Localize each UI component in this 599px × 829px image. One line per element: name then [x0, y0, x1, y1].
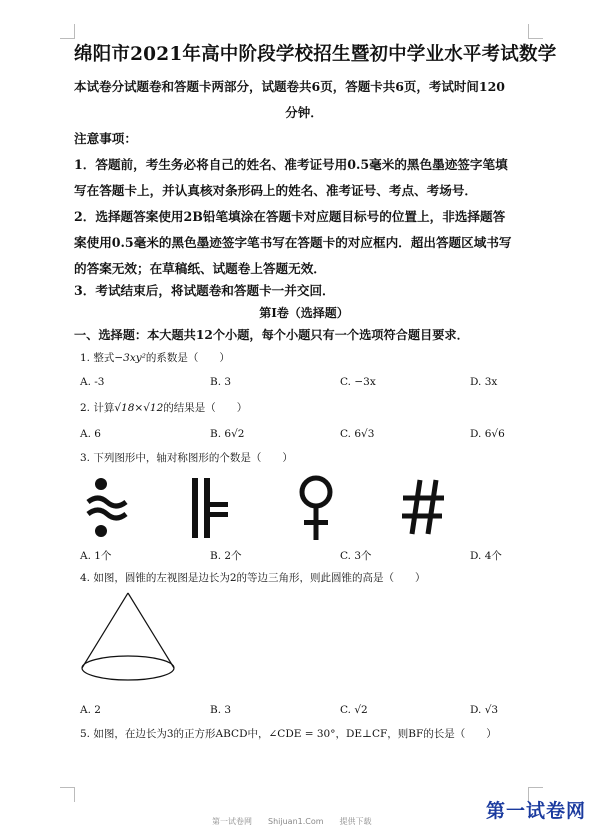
- question-1: [80, 350, 230, 366]
- part-title: 第Ⅰ卷（选择题）: [259, 306, 349, 320]
- notice-heading: 注意事项：: [74, 131, 137, 146]
- page-footer: 第一试卷网 Shijuan1.Com 提供下载: [212, 817, 372, 826]
- q3-option-b: B. 2个: [210, 550, 242, 562]
- q3-option-d: D. 4个: [470, 550, 502, 562]
- intro-line-2: 分钟．: [285, 105, 323, 120]
- q1-option-c: C. −3x: [340, 376, 376, 388]
- q1-option-a: A. -3: [80, 376, 105, 388]
- q3-option-a: A. 1个: [80, 550, 112, 562]
- question-5: 5. 如图，在边长为3的正方形ABCD中，∠CDE = 30°，DE⊥CF，则BF的长是（ ）: [80, 728, 497, 740]
- notice-1b: 写在答题卡上，并认真核对条形码上的姓名、准考证号、考点、考场号．: [74, 183, 477, 198]
- notice-1a: 1．答题前，考生务必将自己的姓名、准考证号用0.5毫米的黑色墨迹签字笔填: [74, 157, 508, 172]
- q1-suffix: 的系数是（ ）: [145, 352, 230, 364]
- q2-suffix: 的结果是（ ）: [163, 402, 248, 414]
- notice-3: 3．考试结束后，将试题卷和答题卡一并交回．: [74, 283, 335, 298]
- q1-prefix: 1. 整式: [80, 352, 115, 364]
- parallel-bars-icon: [188, 476, 232, 540]
- q2-option-b: B. 6√2: [210, 428, 245, 440]
- notice-2a: 2．选择题答案使用2B铅笔填涂在答题卡对应题目标号的位置上，非选择题答: [74, 209, 506, 224]
- section-heading: 一、选择题：本大题共12个小题，每个小题只有一个选项符合题目要求．: [74, 328, 469, 342]
- female-symbol-icon: [296, 474, 336, 542]
- intro-line-1: 本试卷分试题卷和答题卡两部分，试题卷共6页，答题卡共6页，考试时间120: [74, 79, 505, 94]
- q2-option-a: A. 6: [80, 428, 101, 440]
- notice-2b: 案使用0.5毫米的黑色墨迹签字笔书写在答题卡的对应框内．超出答题区域书写: [74, 235, 512, 250]
- q2-expr: √18×√12: [114, 402, 164, 414]
- q2-option-d: D. 6√6: [470, 428, 505, 440]
- q4-option-a: A. 2: [80, 704, 101, 716]
- q2-prefix: 2. 计算: [80, 402, 115, 414]
- q4-option-d: D. √3: [470, 704, 499, 716]
- crop-mark: [60, 24, 75, 39]
- notice-2c: 的答案无效；在草稿纸、试题卷上答题无效．: [74, 261, 326, 276]
- question-4: 4. 如图，圆锥的左视图是边长为2的等边三角形，则此圆锥的高是（ ）: [80, 572, 426, 584]
- q2-option-c: C. 6√3: [340, 428, 375, 440]
- q4-option-c: C. √2: [340, 704, 368, 716]
- q3-option-c: C. 3个: [340, 550, 372, 562]
- q1-option-d: D. 3x: [470, 376, 498, 388]
- crop-mark: [528, 24, 543, 39]
- q4-option-b: B. 3: [210, 704, 232, 716]
- question-3: 3. 下列图形中，轴对称图形的个数是（ ）: [80, 452, 293, 464]
- crop-mark: [60, 787, 75, 802]
- q1-expr: −3xy²: [114, 352, 146, 364]
- approx-divide-icon: [84, 476, 130, 538]
- exam-title: 绵阳市2021年高中阶段学校招生暨初中学业水平考试数学: [74, 44, 557, 65]
- question-2: [80, 400, 247, 416]
- hash-icon: [400, 478, 446, 536]
- q1-option-b: B. 3: [210, 376, 232, 388]
- site-logo: 第一试卷网: [486, 800, 587, 822]
- cone-figure: [78, 588, 178, 688]
